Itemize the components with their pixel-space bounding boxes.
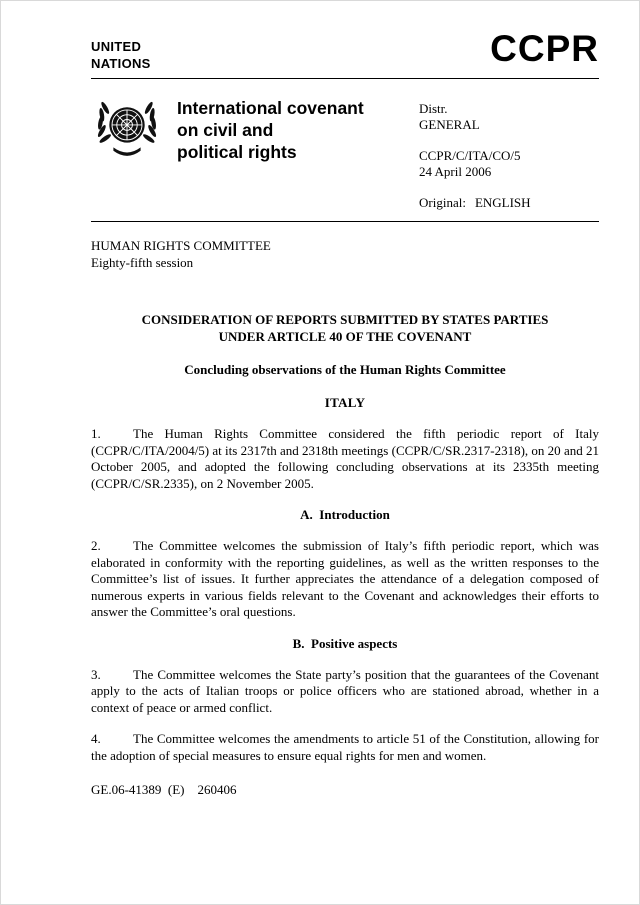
distribution-block <box>419 95 599 211</box>
document-title-line1: CONSIDERATION OF REPORTS SUBMITTED BY STATES PARTIES <box>141 312 549 327</box>
covenant-title-line1: International covenant <box>177 98 364 118</box>
paragraph-2-text: The Committee welcomes the submission of Italy’s fifth periodic report, which was elaborated in conformity with the reporting guidelines, as well as the written responses to the Committee’s list of issues. It further appreciates the attendance of a delegation composed of numerous experts in various fields relevant to the Covenant and acknowledges their efforts to answer the Committee’s oral questions. <box>91 538 599 619</box>
document-footer: GE.06-41389 (E) 260406 <box>91 782 237 797</box>
org-name-line2: NATIONS <box>91 56 151 71</box>
spacer <box>419 180 599 195</box>
original-language-value: ENGLISH <box>474 195 531 210</box>
document-date: 24 April 2006 <box>419 164 492 179</box>
session-number: Eighty-fifth session <box>91 255 194 270</box>
paragraph-3-number: 3. <box>91 666 101 682</box>
original-language-label: Original: <box>419 195 466 210</box>
country-heading: ITALY <box>324 395 366 410</box>
distr-value: GENERAL <box>419 117 480 132</box>
paragraph-1-text: The Human Rights Committee considered the fifth periodic report of Italy (CCPR/C/ITA/2004/5) at its 2317th and 2318th meetings (CCPR/C/SR.2317-2318), on 20 and 21 October 2005, and adopted the following concluding observations at its 2335th meeting (CCPR/C/SR.2335), on 2 November 2005. <box>91 426 599 491</box>
bottom-horizontal-rule <box>91 221 599 222</box>
original-language <box>419 195 599 211</box>
covenant-title <box>177 95 417 211</box>
paragraph-2-number: 2. <box>91 538 101 553</box>
document-symbol: CCPR/C/ITA/CO/5 <box>419 148 521 163</box>
paragraph-4-text: The Committee welcomes the amendments to article 51 of the Constitution, allowing for the adoption of special measures to ensure equal rights for men and women. <box>91 731 599 763</box>
covenant-title-line3: political rights <box>177 142 297 162</box>
paragraph-3-text: The Committee welcomes the State party’s position that the guarantees of the Covenant apply to the acts of Italian troops or police officers who are stationed abroad, whether in a context of peace or armed conflict. <box>91 666 599 715</box>
spacer <box>419 133 599 148</box>
document-title <box>91 311 599 345</box>
document-title-line2: UNDER ARTICLE 40 OF THE COVENANT <box>218 329 472 344</box>
org-name-line1: UNITED <box>91 39 142 54</box>
section-a-heading: A. Introduction <box>300 507 390 522</box>
distr-label: Distr. <box>419 101 448 116</box>
section-b-heading: B. Positive aspects <box>292 635 398 651</box>
masthead <box>91 95 599 211</box>
un-emblem-icon <box>93 95 161 163</box>
committee-name: HUMAN RIGHTS COMMITTEE <box>91 238 271 253</box>
paragraph-2 <box>91 538 599 621</box>
paragraph-4-number: 4. <box>91 731 101 746</box>
paragraph-3 <box>91 667 599 717</box>
org-name <box>91 29 151 72</box>
paragraph-1 <box>91 426 599 492</box>
paragraph-4 <box>91 731 599 764</box>
session-block <box>91 237 599 271</box>
document-series-code: CCPR <box>490 28 599 69</box>
document-subtitle: Concluding observations of the Human Rights Committee <box>184 362 506 377</box>
top-horizontal-rule <box>91 78 599 79</box>
paragraph-1-number: 1. <box>91 426 101 441</box>
covenant-title-line2: on civil and <box>177 120 274 140</box>
document-header <box>91 29 599 72</box>
